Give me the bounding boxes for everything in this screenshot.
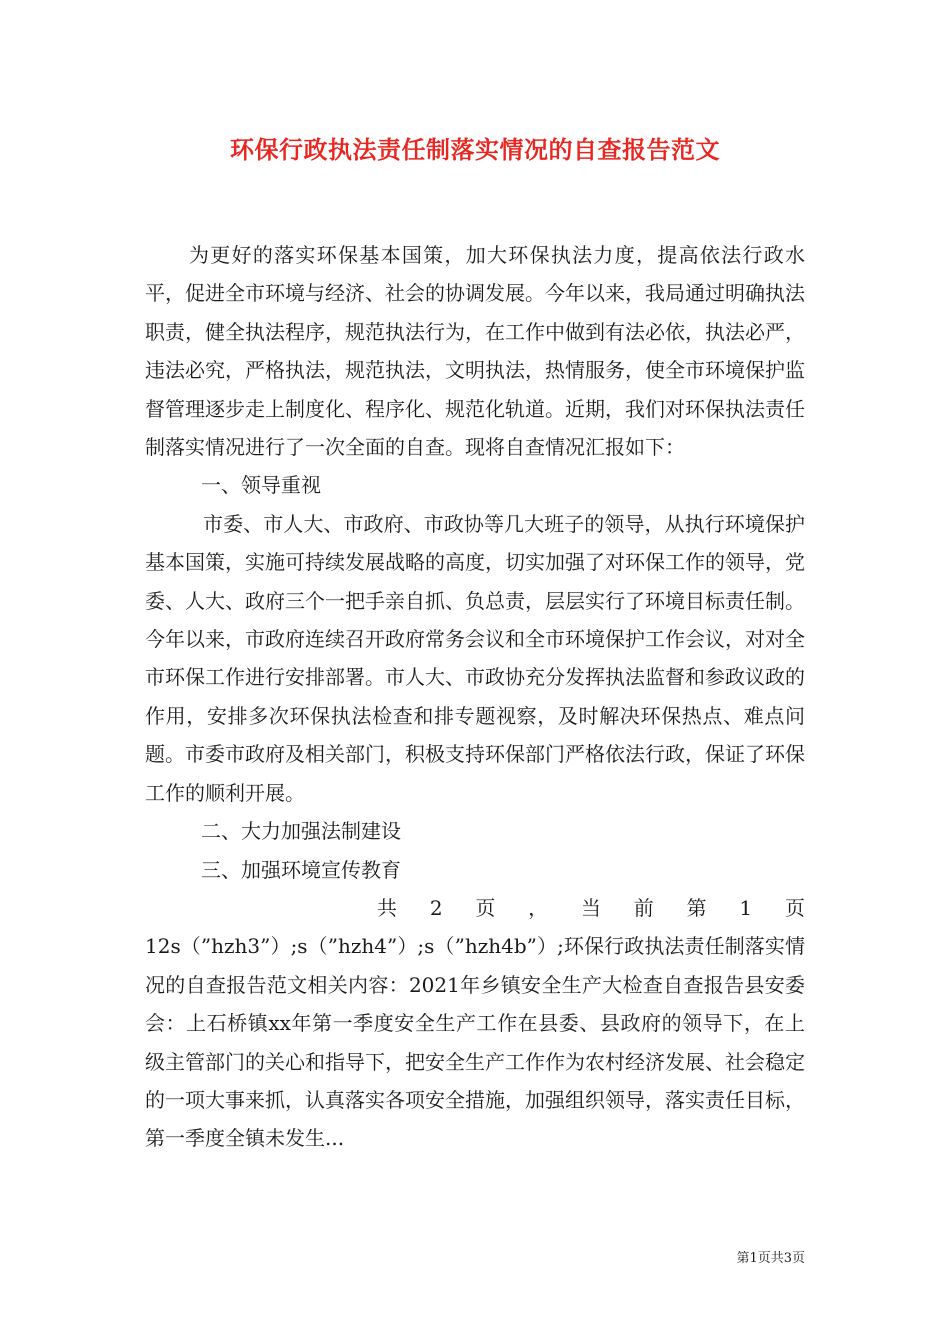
section-heading-1: 一、领导重视 bbox=[201, 473, 321, 498]
document-body bbox=[145, 236, 805, 1158]
page-indicator-char: 2 bbox=[429, 895, 443, 920]
page-indicator-char: 1 bbox=[739, 895, 753, 920]
page-footer: 第1页共3页 bbox=[736, 1251, 805, 1266]
section-heading-2: 二、大力加强法制建设 bbox=[201, 819, 401, 844]
intro-paragraph: 为更好的落实环保基本国策，加大环保执法力度，提高依法行政水平，促进全市环境与经济、社会的协调发展。今年以来，我局通过明确执法职责，健全执法程序，规范执法行为，在工作中做到有法必依，执法必严，违法必究，严格执法，规范执法，文明执法，热情服务，使全市环境保护监督管理逐步走上制度化、程序化、规范化轨道。近期，我们对环保执法责任制落实情况进行了一次全面的自查。现将自查情况汇报如下： bbox=[145, 243, 805, 460]
section-1-paragraph: 市委、市人大、市政府、市政协等几大班子的领导，从执行环境保护基本国策，实施可持续发展战略的高度，切实加强了对环保工作的领导，党委、人大、政府三个一把手亲自抓、负总责，层层实行了环境目标责任制。今年以来，市政府连续召开政府常务会议和全市环境保护工作会议，对对全市环保工作进行安排部署。市人大、市政协充分发挥执法监督和参政议政的作用，安排多次环保执法检查和排专题视察，及时解决环保热点、难点问题。市委市政府及相关部门，积极支持环保部门严格依法行政，保证了环保工作的顺利开展。 bbox=[145, 511, 805, 805]
section-heading-3: 三、加强环境宣传教育 bbox=[201, 857, 401, 882]
page-indicator-char: 共 bbox=[377, 895, 397, 920]
page-indicator-char: 页 bbox=[475, 895, 496, 920]
page-indicator-char: 页 bbox=[784, 895, 805, 920]
page-indicator-char: ， bbox=[528, 895, 549, 920]
page-indicator-char: 第 bbox=[686, 895, 707, 920]
related-content-paragraph: 12s（”hzh3”）;s（”hzh4”）;s（”hzh4b”）;环保行政执法责任制落实情况的自查报告范文相关内容：2021年乡镇安全生产大检查自查报告县安委会：上石桥镇xx年第一季度安全生产工作在县委、县政府的领导下，在上级主管部门的关心和指导下，把安全生产工作作为农村经济发展、社会稳定的一项大事来抓，认真落实各项安全措施，加强组织领导，落实责任目标，第一季度全镇未发生... bbox=[145, 934, 805, 1151]
page-indicator-char: 前 bbox=[633, 895, 654, 920]
document-title: 环保行政执法责任制落实情况的自查报告范文 bbox=[230, 135, 720, 164]
page-indicator-line bbox=[145, 889, 805, 927]
page-indicator-char: 当 bbox=[580, 895, 601, 920]
